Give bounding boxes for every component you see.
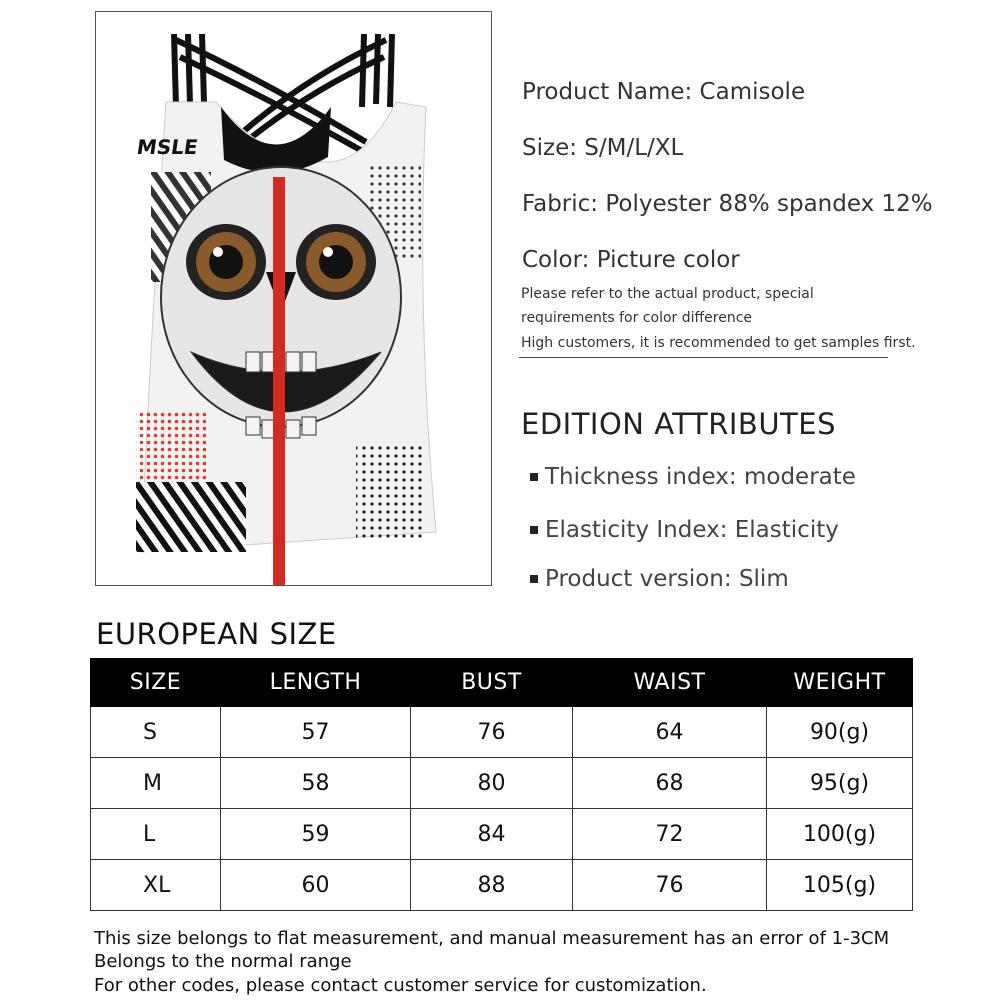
edition-attribute-label: Product version: Slim [545,566,789,592]
table-row [91,860,913,911]
size-list: Size: S/M/L/XL [522,135,684,161]
color-note-line: High customers, it is recommended to get samples first. [521,335,916,351]
bullet-icon [530,473,538,481]
waist-cell: 76 [573,860,767,911]
length-cell: 60 [221,860,411,911]
weight-cell: 95(g) [767,758,913,809]
footer-note: This size belongs to flat measurement, and manual measurement has an error of 1-3CM [94,928,890,949]
column-header: BUST [411,659,573,707]
waist-cell: 68 [573,758,767,809]
fabric: Fabric: Polyester 88% spandex 12% [522,191,933,217]
column-header: WEIGHT [767,659,913,707]
table-row [91,758,913,809]
product-name: Product Name: Camisole [522,79,806,105]
column-header: WAIST [573,659,767,707]
waist-cell: 64 [573,707,767,758]
size-chart-heading: EUROPEAN SIZE [96,617,337,651]
table-row [91,809,913,860]
product-photo [95,11,492,586]
bust-cell: 76 [411,707,573,758]
weight-cell: 90(g) [767,707,913,758]
edition-attribute-label: Elasticity Index: Elasticity [545,517,839,543]
bullet-icon [530,575,538,583]
bust-cell: 84 [411,809,573,860]
table-row [91,707,913,758]
table-header-row [91,659,913,707]
size-cell: L [91,809,221,860]
color-note-line: requirements for color difference [521,310,753,326]
size-cell: XL [91,860,221,911]
print-text: MSLE [135,135,200,159]
edition-attribute [530,464,856,490]
size-cell: M [91,758,221,809]
camisole-skull-image [96,12,491,585]
waist-cell: 72 [573,809,767,860]
bullet-icon [530,526,538,534]
size-cell: S [91,707,221,758]
column-header: SIZE [91,659,221,707]
edition-attribute-label: Thickness index: moderate [545,464,856,490]
bust-cell: 80 [411,758,573,809]
bust-cell: 88 [411,860,573,911]
length-cell: 59 [221,809,411,860]
column-header: LENGTH [221,659,411,707]
weight-cell: 105(g) [767,860,913,911]
color: Color: Picture color [522,247,740,273]
length-cell: 57 [221,707,411,758]
edition-attribute [530,517,839,543]
color-note-line: Please refer to the actual product, special [521,286,814,302]
edition-heading: EDITION ATTRIBUTES [521,407,836,441]
footer-note: Belongs to the normal range [94,951,352,972]
weight-cell: 100(g) [767,809,913,860]
divider [519,357,888,358]
footer-note: For other codes, please contact customer service for customization. [94,975,707,996]
length-cell: 58 [221,758,411,809]
edition-attribute [530,566,789,592]
size-chart-table [90,658,913,911]
